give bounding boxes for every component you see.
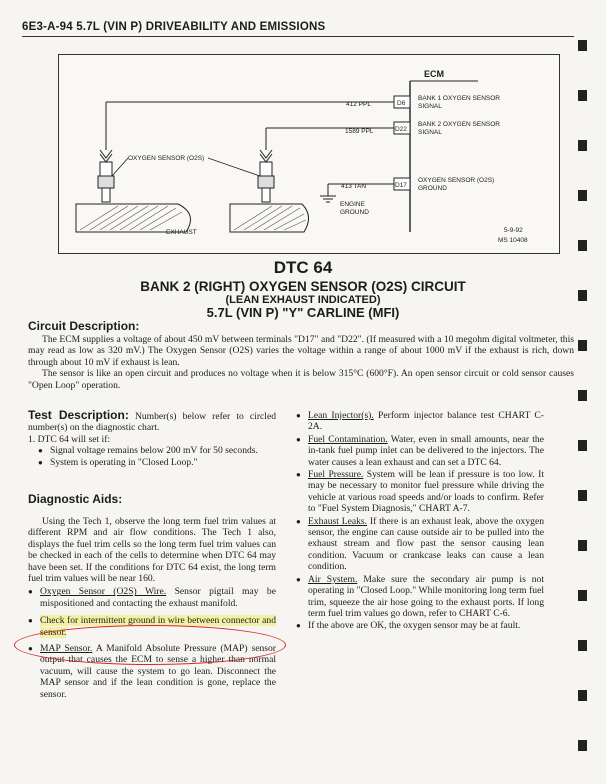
exhaust-label: EXHAUST	[166, 229, 197, 236]
test-description-heading: Test Description:	[28, 408, 129, 422]
aid-map-sensor-title: MAP Sensor.	[40, 643, 93, 655]
diagnostic-aids-heading: Diagnostic Aids:	[28, 492, 123, 506]
pin-d6-label: D6	[397, 100, 406, 107]
circuit-description	[28, 334, 574, 391]
cause-lean-injectors-text: Perform injector balance test CHART C-2A.	[308, 410, 544, 433]
oxygen-sensor-label: OXYGEN SENSOR (O2S)	[128, 155, 205, 162]
cause-fuel-contamination	[296, 434, 544, 468]
index-tab	[578, 640, 587, 651]
test-subitem-2: ● System is operating in "Closed Loop."	[28, 457, 276, 468]
diagram-date: 5-9-92	[504, 227, 523, 234]
pin-d22-label: D22	[395, 126, 407, 133]
circuit-description-p2: The sensor is like an open circuit and produces no voltage when it is below 315°C (600°F). An open sensor circuit or cold sensor causes "Open Loop" operation.	[28, 368, 574, 391]
cause-fuel-pressure-text: System will be lean if pressure is too low. It may be necessary to monitor fuel pressure while driving the vehicle at various road speeds and/or loads to confirm. Refer to "Fuel System Diagnosis," CHART A-7.	[308, 469, 545, 515]
engine-ground-label-2: GROUND	[340, 209, 369, 216]
diagnostic-aids	[28, 516, 276, 701]
cause-fuel-contamination-title: Fuel Contamination.	[308, 433, 388, 445]
pin-d17-label: D17	[395, 182, 407, 189]
cause-lean-injectors-title: Lean Injector(s).	[308, 410, 374, 421]
test-description	[28, 410, 276, 468]
index-tab	[578, 540, 587, 551]
cause-exhaust-leaks-text: If there is an exhaust leak, above the oxygen sensor, the engine can cause outside air to be pulled into the exhaust stream and flow past the sensor causing lean condition. Vacuum or crankcase leaks can cause a lean condition.	[308, 515, 544, 573]
index-tab	[578, 140, 587, 151]
index-tab	[578, 340, 587, 351]
aid-map-sensor-text: A Manifold Absolute Pressure (MAP) sensor output that causes the ECM to sense a higher than normal vacuum, will cause the system to go lean. Disconnect the MAP sensor and if the lean condition is gone, replace the sensor.	[40, 643, 276, 700]
edge-index-tabs	[578, 30, 588, 770]
cause-sensor-fault: ● If the above are OK, the oxygen sensor may be at fault.	[296, 620, 544, 631]
wire-413-tan-label: 413 TAN	[341, 183, 367, 190]
bank2-signal-label-2: SIGNAL	[418, 129, 442, 136]
vehicle-title: 5.7L (VIN P) "Y" CARLINE (MFI)	[206, 305, 400, 320]
index-tab	[578, 440, 587, 451]
diagnostic-aids-p1: Using the Tech 1, observe the long term fuel trim values at different RPM and air flow conditions. The Tech 1 also, displays the fuel trim cells so the long term fuel trim values can be checked in each of the cells to determine when DTC 64 may have been set. If the conditions for DTC 64 exist, the long term fuel trim values will be near 160.	[28, 516, 276, 585]
aid-intermittent-ground-text: Check for intermittent ground in wire between connector and sensor.	[40, 615, 276, 638]
index-tab	[578, 590, 587, 601]
index-tab	[578, 490, 587, 501]
engine-ground-label-1: ENGINE	[340, 201, 365, 208]
bank1-signal-label-2: SIGNAL	[418, 103, 442, 110]
aid-bullet-o2s-wire	[28, 586, 276, 609]
right-column-causes	[296, 410, 544, 633]
diagram-ms-number: MS 10408	[498, 237, 528, 244]
index-tab	[578, 240, 587, 251]
cause-air-system	[296, 574, 544, 620]
aid-o2s-wire-text: Sensor pigtail may be mispositioned and contacting the exhaust manifold.	[40, 586, 276, 609]
bank1-signal-label-1: BANK 1 OXYGEN SENSOR	[418, 95, 500, 102]
index-tab	[578, 90, 587, 101]
test-item-1: 1. DTC 64 will set if:	[28, 433, 111, 445]
header-rule	[22, 36, 574, 37]
index-tab	[578, 290, 587, 301]
ecm-label: ECM	[424, 69, 444, 79]
test-description-intro: Number(s) below refer to circled number(s) on the diagnostic chart.	[28, 411, 276, 434]
cause-lean-injectors	[296, 410, 544, 433]
red-circle-annotation	[14, 625, 286, 665]
circuit-description-p1: The ECM supplies a voltage of about 450 mV between terminals "D17" and "D22". (If measured with a 10 megohm digital voltmeter, this may read as low as 320 mV.) The Oxygen Sensor (O2S) varies the voltage within a range of about 1000 mV if the exhaust is rich, down through about 10 mV if exhaust is lean.	[28, 334, 574, 368]
o2s-ground-label-1: OXYGEN SENSOR (O2S)	[418, 177, 495, 184]
o2s-ground-label-2: GROUND	[418, 185, 447, 192]
aid-o2s-wire-title: Oxygen Sensor (O2S) Wire.	[40, 586, 167, 598]
cause-exhaust-leaks-title: Exhaust Leaks.	[308, 515, 368, 527]
cause-air-system-title: Air System.	[308, 573, 358, 585]
index-tab	[578, 690, 587, 701]
bank2-signal-label-1: BANK 2 OXYGEN SENSOR	[418, 121, 500, 128]
dtc-title: DTC 64	[273, 258, 333, 277]
circuit-title: BANK 2 (RIGHT) OXYGEN SENSOR (O2S) CIRCUIT	[140, 279, 466, 294]
cause-fuel-contamination-text: Water, even in small amounts, near the in-tank fuel pump inlet can be delivered to the injectors. The water causes a lean exhaust and can set a DTC 64.	[308, 433, 544, 468]
circuit-subtitle: (LEAN EXHAUST INDICATED)	[225, 294, 381, 306]
wire-1589-ppl-label: 1589 PPL	[345, 128, 374, 135]
test-subitem-1: ● Signal voltage remains below 200 mV for 50 seconds.	[28, 445, 276, 456]
index-tab	[578, 190, 587, 201]
index-tab	[578, 740, 587, 751]
circuit-description-heading: Circuit Description:	[28, 319, 140, 333]
cause-fuel-pressure-title: Fuel Pressure.	[308, 469, 364, 481]
page-header: 6E3-A-94 5.7L (VIN P) DRIVEABILITY AND EMISSIONS	[22, 21, 326, 33]
wire-412-ppl-label: 412 PPL	[346, 101, 371, 108]
wiring-diagram	[58, 54, 558, 252]
cause-air-system-text: Make sure the secondary air pump is not operating in "Closed Loop." While monitoring long term fuel trim, squeeze the air hose going to the exhaust ports. If long term fuel trim values go down, refer to CHART C-6.	[308, 573, 545, 619]
cause-exhaust-leaks	[296, 516, 544, 573]
cause-fuel-pressure	[296, 469, 544, 515]
index-tab	[578, 390, 587, 401]
index-tab	[578, 40, 587, 51]
